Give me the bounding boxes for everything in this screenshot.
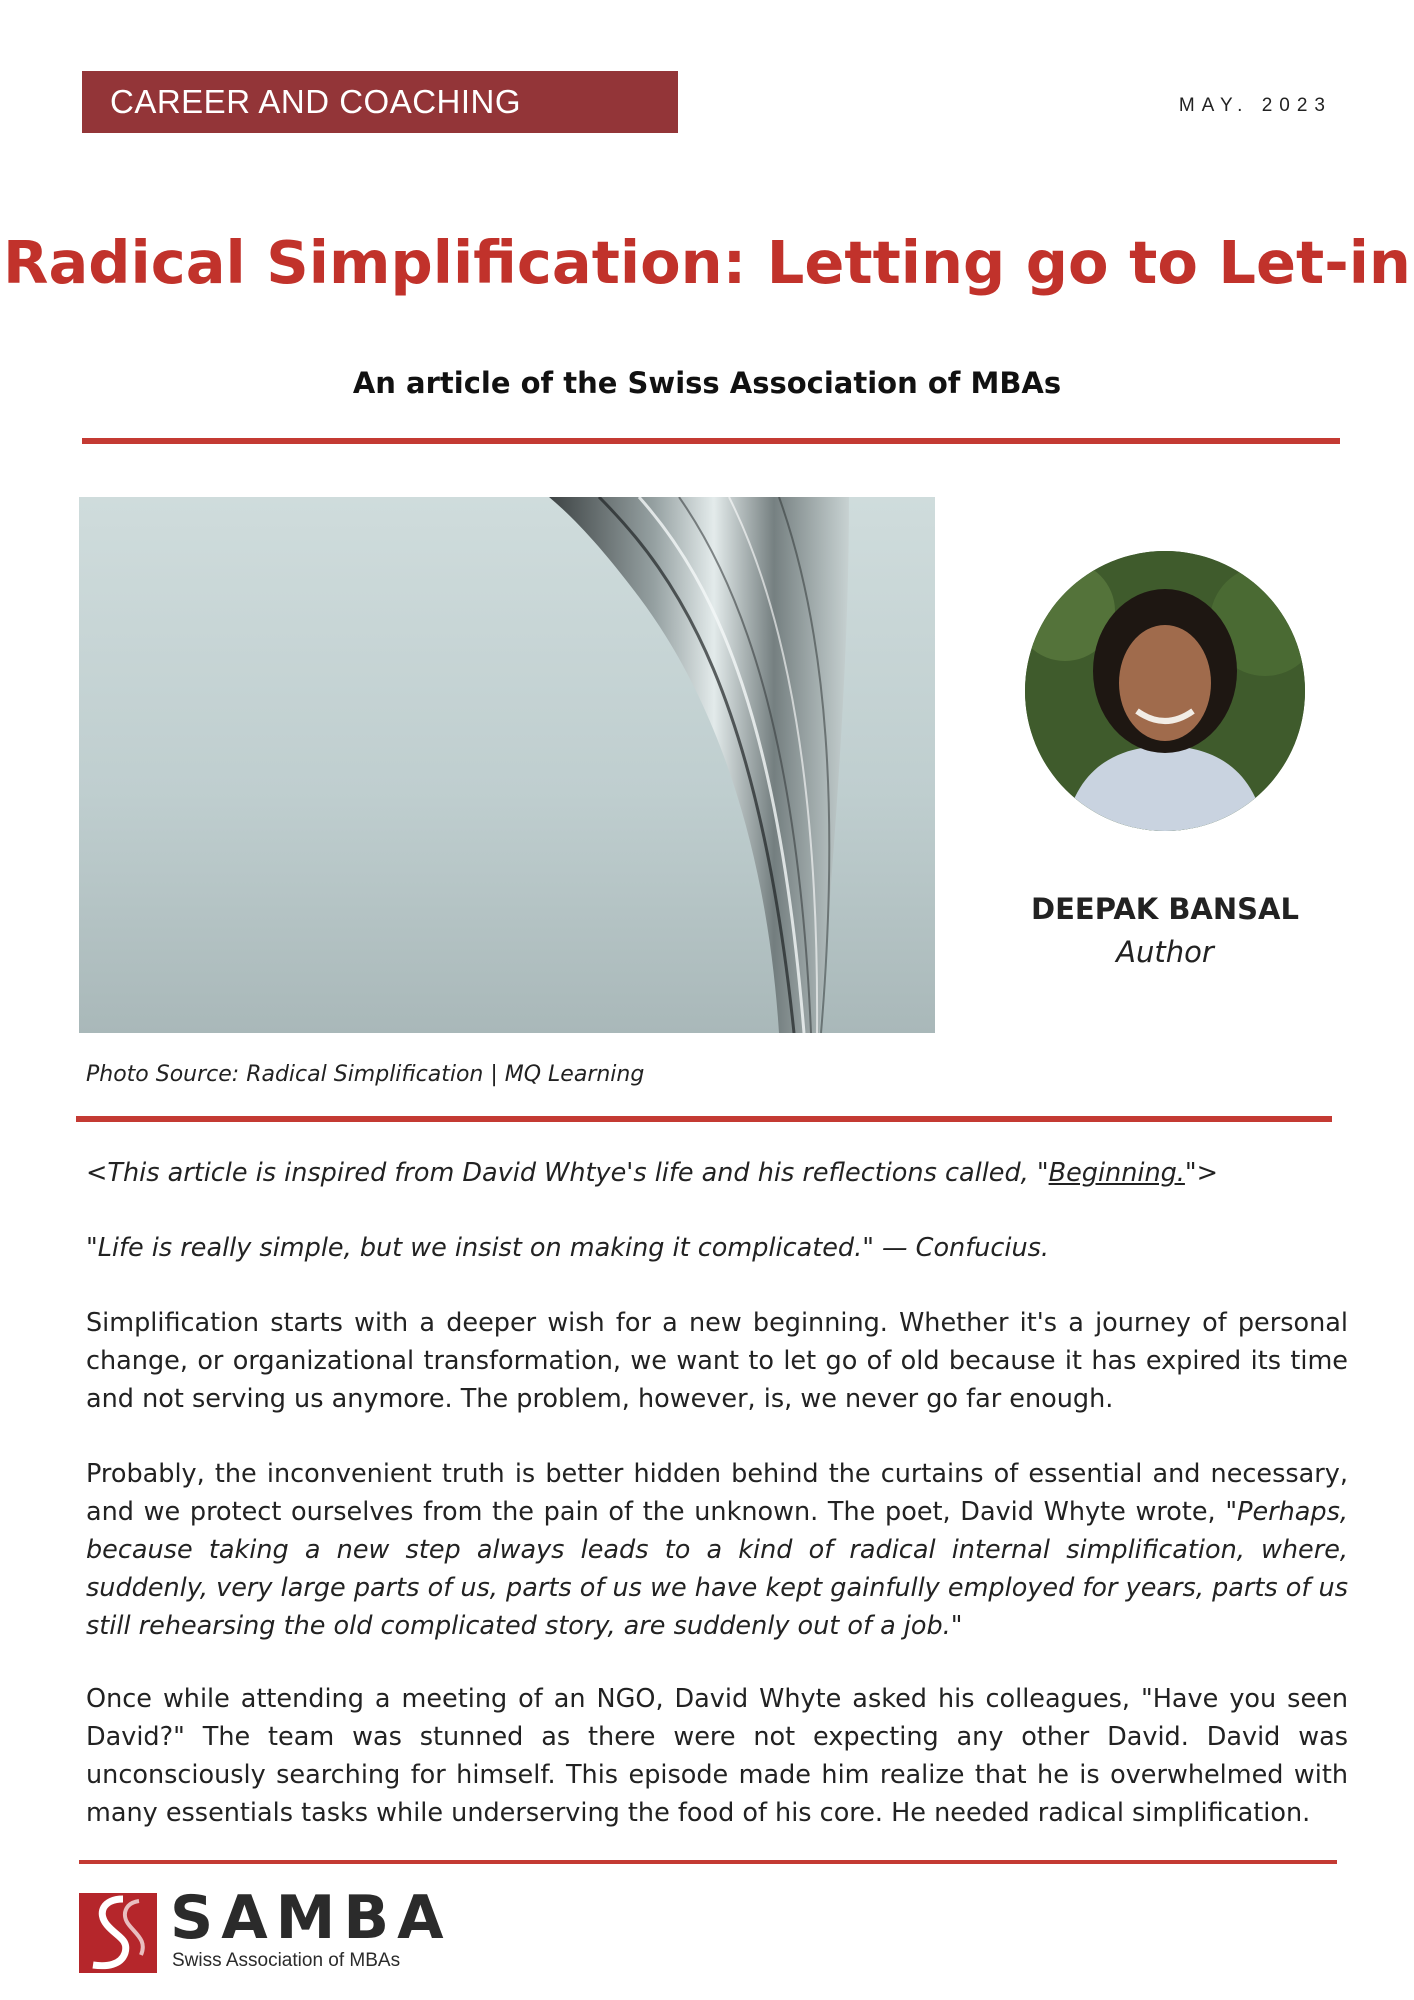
author-role: Author <box>1116 935 1214 969</box>
article-subtitle: An article of the Swiss Association of MBAs <box>352 366 1062 400</box>
category-label: CAREER AND COACHING <box>110 83 522 120</box>
paragraph-2-end: " <box>950 1611 963 1641</box>
hero-image <box>79 497 935 1033</box>
confucius-quote: "Life is really simple, but we insist on making it complicated." — Confucius. <box>86 1233 1049 1263</box>
author-avatar <box>1025 551 1305 831</box>
issue-date: MAY. 2023 <box>1178 95 1332 116</box>
whyte-quote: Perhaps, because taking a new step always leads to a kind of radical internal simplification, where, suddenly, very large parts of us, parts of us we have kept gainfully employed for years, parts of us still rehearsing the old complicated story, are suddenly out of a job. <box>86 1497 1348 1641</box>
photo-source-caption: Photo Source: Radical Simplification | MQ Learning <box>86 1062 645 1087</box>
intro-prefix: <This article is inspired from David Whtye's life and his reflections called, " <box>86 1158 1049 1188</box>
divider-bottom <box>79 1860 1337 1864</box>
paragraph-2-start: Probably, the inconvenient truth is better hidden behind the curtains of essential and necessary, and we protect ourselves from the pain of the unknown. The poet, David Whyte wrote, " <box>86 1459 1348 1527</box>
paragraph-1: Simplification starts with a deeper wish for a new beginning. Whether it's a journey of personal change, or organizational transformation, we want to let go of old because it has expired its time and not serving us anymore. The problem, however, is, we never go far enough. <box>86 1308 1348 1414</box>
beginning-link[interactable]: Beginning. <box>1048 1158 1185 1188</box>
samba-logo-mark <box>79 1893 157 1973</box>
paragraph-2 <box>86 1455 1348 1645</box>
intro-suffix: "> <box>1184 1158 1219 1188</box>
article-title: Radical Simplification: Letting go to Let-in <box>3 228 1411 297</box>
samba-logo-wordmark: SAMBA <box>170 1883 452 1953</box>
samba-logo-subtitle: Swiss Association of MBAs <box>172 1950 401 1971</box>
divider-top <box>82 438 1340 444</box>
author-name: DEEPAK BANSAL <box>1031 892 1299 926</box>
divider-middle <box>76 1116 1332 1122</box>
intro-note <box>86 1154 1348 1192</box>
paragraph-3: Once while attending a meeting of an NGO, David Whyte asked his colleagues, "Have you seen David?" The team was stunned as there were not expecting any other David. David was unconsciously searching for himself. This episode made him realize that he is overwhelmed with many essentials tasks while underserving the food of his core. He needed radical simplification. <box>86 1684 1348 1828</box>
category-banner <box>82 71 678 133</box>
